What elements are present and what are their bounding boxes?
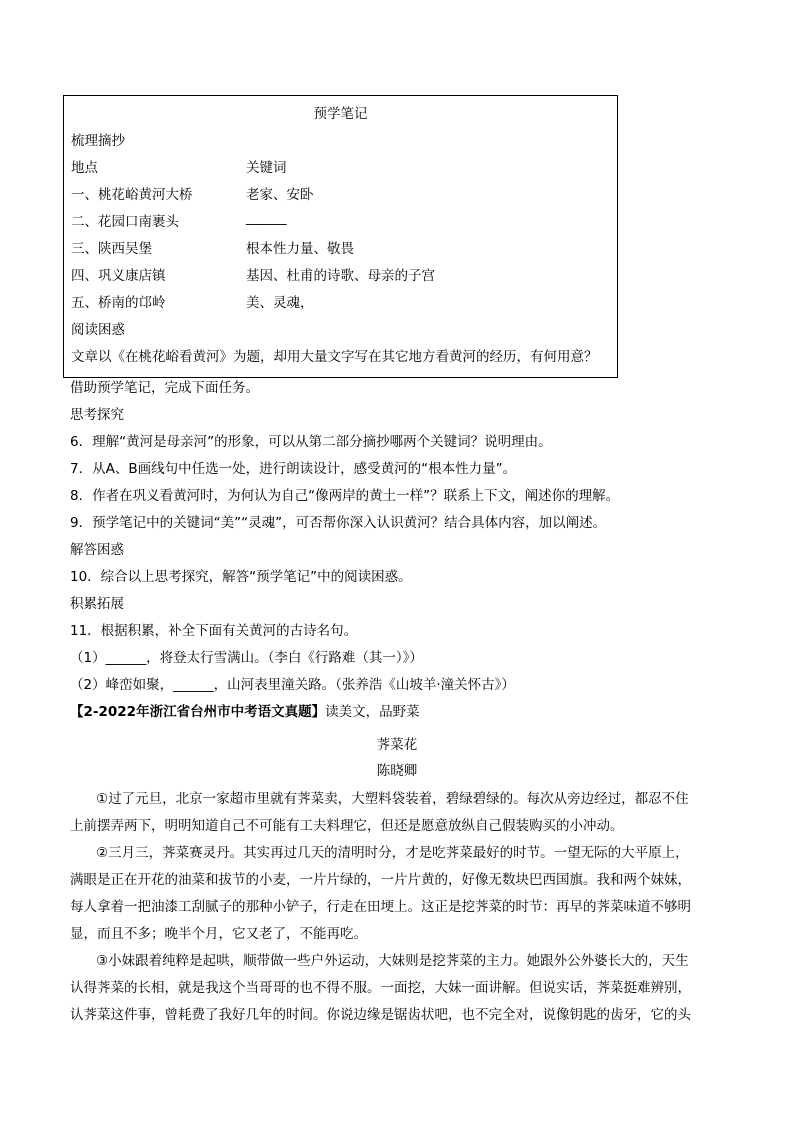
article-author: 陈晓卿 — [376, 763, 418, 779]
notes-section-summary: 梳理摘抄 — [71, 133, 125, 149]
header-place: 地点 — [71, 160, 98, 176]
notes-row — [71, 264, 435, 284]
preview-notes-box — [63, 95, 618, 378]
question-11-1: （1）______，将登太行雪满山。（李白《行路难（其一）》） — [70, 650, 423, 666]
paragraph-line: 上前摆弄两下，明明知道自己不可能有工夫料理它，但还是愿意放纵自己假装购买的小冲动。 — [70, 818, 624, 834]
paragraph-line: 认得荠菜的长相，就是我这个当哥哥的也不得不服。一面挖，大妹一面讲解。但说实话，荠菜挺难辨别， — [70, 980, 691, 996]
notes-row — [71, 237, 354, 257]
notes-row — [71, 210, 287, 230]
paragraph-line: 满眼是正在开花的油菜和拔节的小麦，一片片绿的，一片片黄的，好像无数块巴西国旗。我和两个妹妹， — [70, 872, 691, 888]
question-7: 7．从A、B画线句中任选一处，进行朗读设计，感受黄河的“根本性力量”。 — [70, 461, 517, 477]
notes-section-confusion: 阅读困惑 — [71, 322, 125, 338]
notes-row-place: 二、花园口南裹头 — [71, 214, 179, 230]
paragraph-line: 显，而且不多；晚半个月，它又老了，不能再吃。 — [70, 926, 367, 942]
paragraph-line: ①过了元旦，北京一家超市里就有荠菜卖，大塑料袋装着，碧绿碧绿的。每次从旁边经过，都忍不住 — [96, 791, 689, 807]
heading-think: 思考探究 — [70, 407, 124, 423]
notes-question: 文章以《在桃花峪看黄河》为题，却用大量文字写在其它地方看黄河的经历，有何用意？ — [71, 349, 598, 365]
paragraph-line: 每人拿着一把油漆工刮腻子的那种小铲子，行走在田埂上。这正是挖荠菜的时节：再早的荠菜味道不够明 — [70, 899, 691, 915]
notes-row-keywords: 基因、杜甫的诗歌、母亲的子宫 — [246, 268, 435, 284]
paragraph-line: ③小妹跟着纯粹是起哄，顺带做一些户外运动，大妹则是挖荠菜的主力。她跟外公外婆长大的，天生 — [96, 953, 689, 969]
notes-title: 预学笔记 — [313, 106, 368, 122]
question-6: 6．理解“黄河是母亲河”的形象，可以从第二部分摘抄哪两个关键词？说明理由。 — [70, 434, 552, 450]
source-line — [70, 702, 420, 722]
source-instruction: 读美文，品野菜 — [325, 704, 420, 720]
intro-text: 借助预学笔记，完成下面任务。 — [70, 380, 259, 396]
notes-row-keywords: 美、灵魂， — [246, 295, 314, 311]
notes-row-keywords: 老家、安卧 — [246, 187, 314, 203]
notes-row-keywords-blank: ______ — [246, 210, 287, 226]
notes-row-place: 四、巩义康店镇 — [71, 268, 166, 284]
question-10: 10．综合以上思考探究，解答“预学笔记”中的阅读困惑。 — [70, 569, 412, 585]
question-8: 8．作者在巩义看黄河时，为何认为自己“像两岸的黄土一样”？联系上下文，阐述你的理解。 — [70, 488, 620, 504]
notes-row-place: 五、桥南的邙岭 — [71, 295, 166, 311]
question-11: 11．根据积累，补全下面有关黄河的古诗名句。 — [70, 623, 358, 639]
question-11-2: （2）峰峦如聚，______，山河表里潼关路。（张养浩《山坡羊·潼关怀古》） — [70, 677, 515, 693]
notes-row-place: 三、陕西吴堡 — [71, 241, 152, 257]
notes-row-place: 一、桃花峪黄河大桥 — [71, 187, 193, 203]
question-9: 9．预学笔记中的关键词“美”“灵魂”，可否帮你深入认识黄河？结合具体内容，加以阐述。 — [70, 515, 607, 531]
heading-accumulate: 积累拓展 — [70, 596, 124, 612]
source-tag: 【2-2022年浙江省台州市中考语文真题】 — [70, 704, 326, 720]
header-keywords: 关键词 — [246, 160, 287, 176]
notes-header-row — [71, 156, 287, 176]
notes-row — [71, 183, 314, 203]
paragraph-line: ②三月三，荠菜赛灵丹。其实再过几天的清明时分，才是吃荠菜最好的时节。一望无际的大平原上， — [96, 845, 689, 861]
notes-row — [71, 291, 314, 311]
heading-solve: 解答困惑 — [70, 542, 124, 558]
notes-row-keywords: 根本性力量、敬畏 — [246, 241, 354, 257]
article-title: 荠菜花 — [376, 737, 418, 753]
paragraph-line: 认荠菜这件事，曾耗费了我好几年的时间。你说边缘是锯齿状吧，也不完全对，说像钥匙的齿牙，它的头 — [70, 1007, 691, 1023]
